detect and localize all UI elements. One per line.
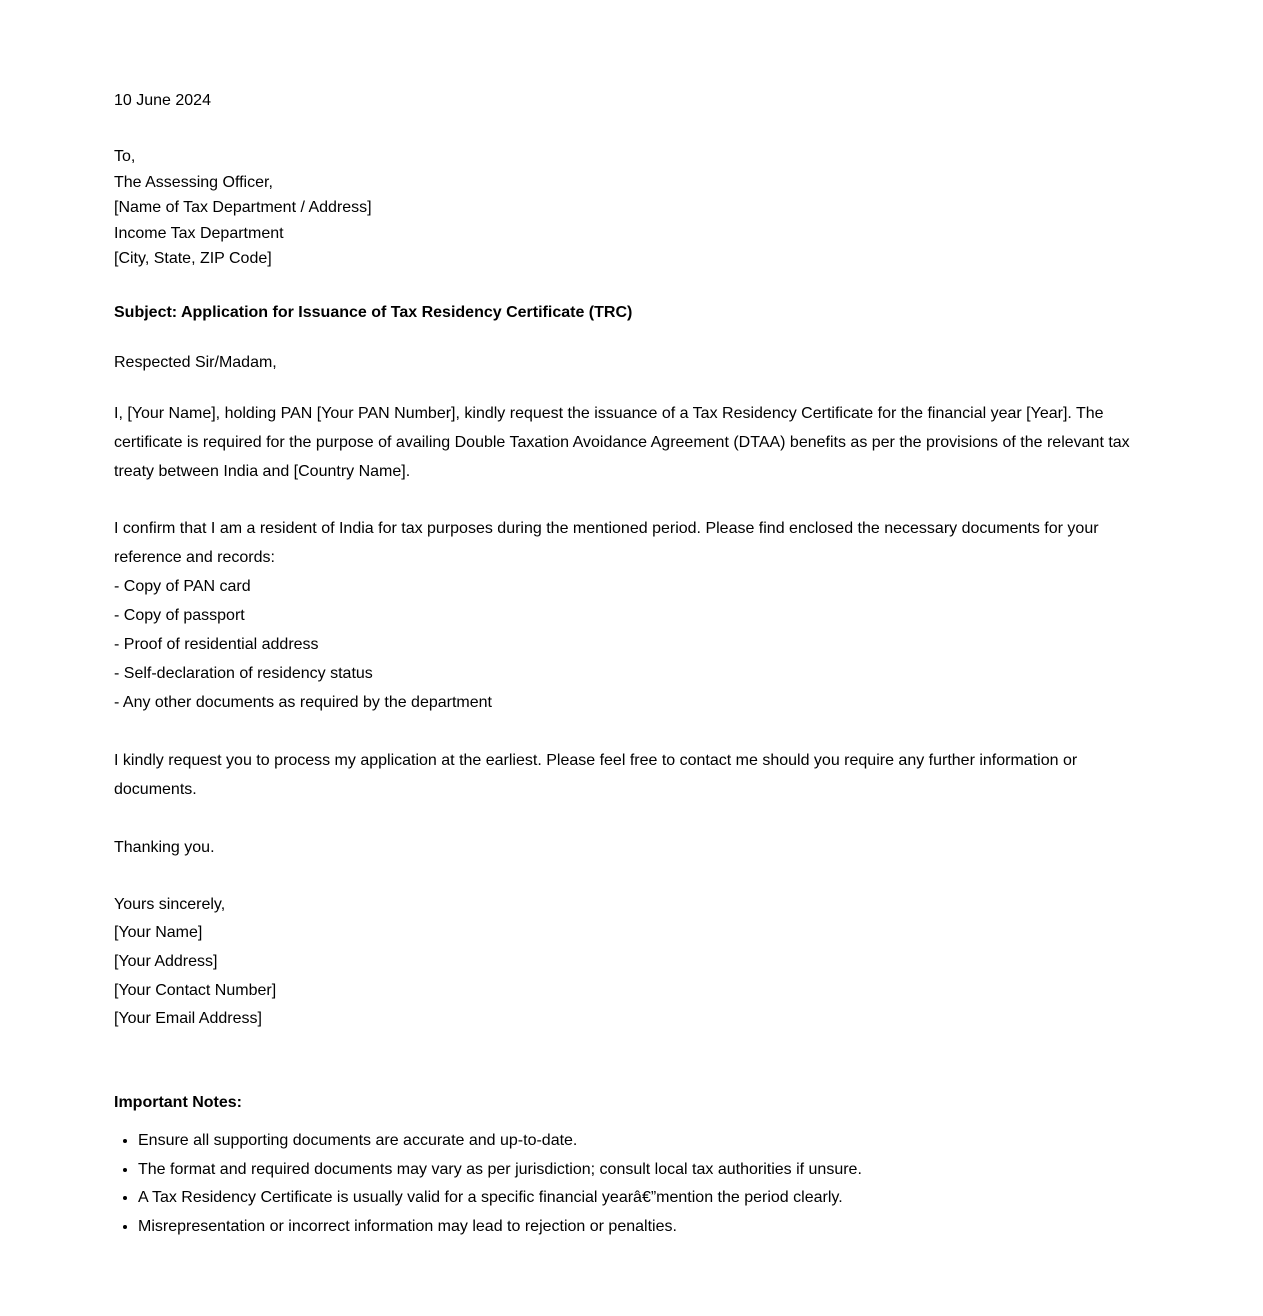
body-paragraph-request: I, [Your Name], holding PAN [Your PAN Number], kindly request the issuance of a Tax Residency Certificate for the financial year [Year]. The certificate is required for the purpose of availing Double Taxation Avoidance Agreement (DTAA) benefits as per the provisions of the relevant tax treaty between India and [Country Name].	[114, 404, 1130, 480]
thanks-line: Thanking you.	[114, 838, 215, 856]
important-notes-list	[114, 1127, 1144, 1242]
list-item: - Copy of passport	[114, 606, 245, 624]
subject-line: Subject: Application for Issuance of Tax Residency Certificate (TRC)	[114, 303, 633, 321]
recipient-line: To,	[114, 148, 136, 165]
letter-document	[114, 90, 1144, 1242]
signature-block	[114, 891, 1144, 1035]
recipient-address	[114, 144, 1144, 272]
list-item: - Any other documents as required by the department	[114, 693, 492, 711]
list-item: • The format and required documents may vary as per jurisdiction; consult local tax authorities if unsure.	[138, 1156, 1144, 1185]
recipient-line: The Assessing Officer,	[114, 173, 273, 191]
salutation: Respected Sir/Madam,	[114, 353, 277, 371]
letter-date: 10 June 2024	[114, 92, 211, 109]
body-paragraph-confirmation: I confirm that I am a resident of India for tax purposes during the mentioned period. Please find enclosed the necessary documents for your reference and records:	[114, 519, 1099, 566]
signature-line: Yours sincerely,	[114, 895, 226, 913]
list-item: - Proof of residential address	[114, 635, 319, 653]
recipient-line: [Name of Tax Department / Address]	[114, 199, 372, 216]
enclosed-documents-list	[114, 572, 1144, 717]
list-item: - Copy of PAN card	[114, 577, 251, 595]
list-item: • A Tax Residency Certificate is usually valid for a specific financial yearâ€”mention the period clearly.	[138, 1184, 1144, 1213]
signature-line: [Your Contact Number]	[114, 981, 277, 999]
signature-line: [Your Name]	[114, 924, 203, 942]
signature-line: [Your Email Address]	[114, 1010, 262, 1028]
list-item: • Misrepresentation or incorrect information may lead to rejection or penalties.	[138, 1213, 1144, 1242]
recipient-line: Income Tax Department	[114, 224, 284, 242]
body-paragraph-closing-request: I kindly request you to process my application at the earliest. Please feel free to contact me should you require any further information or documents.	[114, 751, 1078, 798]
list-item: - Self-declaration of residency status	[114, 664, 373, 682]
list-item: • Ensure all supporting documents are accurate and up-to-date.	[138, 1127, 1144, 1156]
recipient-line: [City, State, ZIP Code]	[114, 250, 272, 267]
important-notes-heading: Important Notes:	[114, 1094, 242, 1112]
signature-line: [Your Address]	[114, 952, 218, 970]
